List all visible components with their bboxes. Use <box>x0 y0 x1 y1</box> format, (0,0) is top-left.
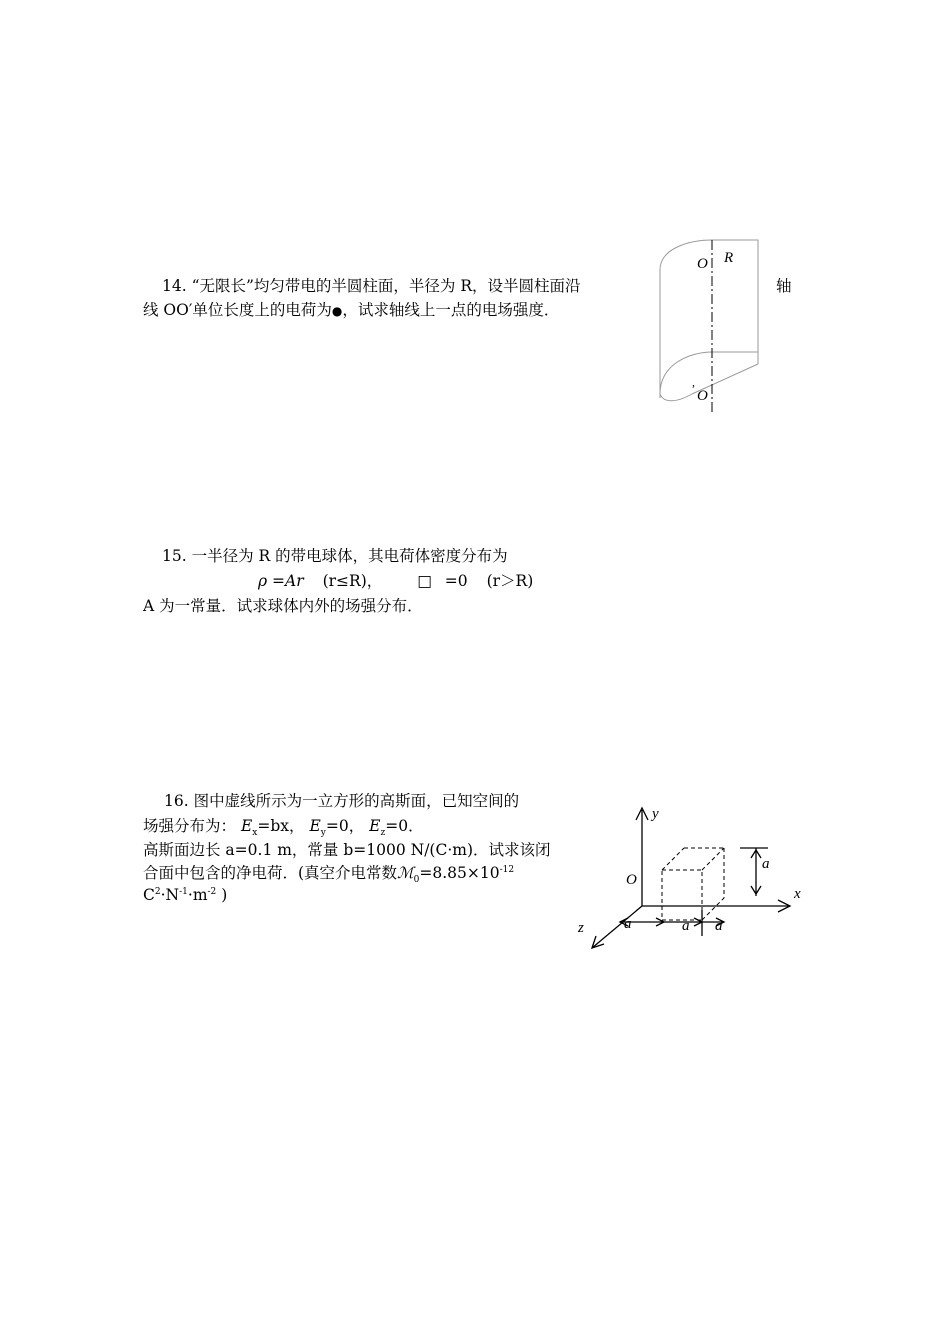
ey-sub: y <box>320 828 326 839</box>
line2-prefix: 场强分布为： <box>143 817 237 835</box>
problem-15-line1: 15. 一半径为 R 的带电球体，其电荷体密度分布为 <box>162 547 508 565</box>
problem-16-line1: 16. 图中虚线所示为一立方形的高斯面，已知空间的 <box>164 792 520 810</box>
half-cylinder-figure <box>650 234 770 420</box>
ex-value: =bx， <box>257 817 305 835</box>
problem-14-line2 <box>143 299 559 322</box>
unit-n: ·N <box>160 886 180 904</box>
unit-c: C <box>143 886 155 904</box>
problem-16-line5 <box>143 884 227 906</box>
problem-16-line3: 高斯面边长 a=0.1 m，常量 b=1000 N/(C·m)．试求该闭 <box>143 841 551 859</box>
problem-14-line2-end: ，试求轴线上一点的电场强度． <box>342 301 560 319</box>
problem-15-line2 <box>258 570 533 592</box>
charge-density-symbol: ● <box>331 304 343 318</box>
bottom-a-label-2: a <box>682 918 690 934</box>
ex-sub: x <box>252 828 258 839</box>
unit-c-exp: 2 <box>154 886 161 897</box>
density-inside: ρ =Ar <box>258 572 304 590</box>
unit-m: ·m <box>187 886 208 904</box>
label-bottom-o: O <box>697 388 708 404</box>
epsilon-value: =8.85×10 <box>419 864 500 882</box>
side-a-label: a <box>762 856 770 872</box>
epsilon-exp: -12 <box>499 864 515 875</box>
problem-14-line1-tail: 轴 <box>776 277 792 295</box>
condition-outside: (r＞R) <box>486 572 534 590</box>
origin-label: O <box>626 872 637 888</box>
ez-value: =0． <box>385 817 424 835</box>
label-prime-mark: , <box>692 375 695 389</box>
epsilon-symbol: ℳ <box>397 864 414 882</box>
unit-n-exp: -1 <box>179 886 188 897</box>
ez-symbol: E <box>369 817 381 835</box>
axis-x-label: x <box>794 886 801 902</box>
ez-sub: z <box>380 828 386 839</box>
gaussian-cube-figure <box>572 800 808 960</box>
bottom-a-label-3: a <box>715 918 723 934</box>
problem-15-line3: A 为一常量．试求球体内外的场强分布． <box>143 597 423 615</box>
density-outside: =0 <box>444 572 468 590</box>
ex-symbol: E <box>240 817 253 835</box>
condition-inside: (r≤R)， <box>322 572 383 590</box>
epsilon-sub: 0 <box>413 875 420 886</box>
line4-text: 合面中包含的净电荷．(真空介电常数 <box>143 864 398 882</box>
density-symbol-outside: □ <box>417 572 432 590</box>
problem-16-line4 <box>143 862 514 884</box>
ey-symbol: E <box>309 817 321 835</box>
axis-y-label: y <box>652 806 659 822</box>
problem-14-line2-text: 线 OO′单位长度上的电荷为 <box>143 301 332 319</box>
label-top-o: O <box>697 256 708 272</box>
ey-value: =0， <box>325 817 365 835</box>
axis-z-label: z <box>578 920 584 936</box>
label-radius-r: R <box>724 250 734 266</box>
bottom-a-label-1: a <box>624 916 632 932</box>
problem-16-line2 <box>143 815 424 837</box>
line5-end: ) <box>216 886 228 904</box>
unit-m-exp: -2 <box>207 886 217 897</box>
problem-14-line1: 14. “无限长”均匀带电的半圆柱面，半径为 R，设半圆柱面沿 <box>162 277 581 295</box>
